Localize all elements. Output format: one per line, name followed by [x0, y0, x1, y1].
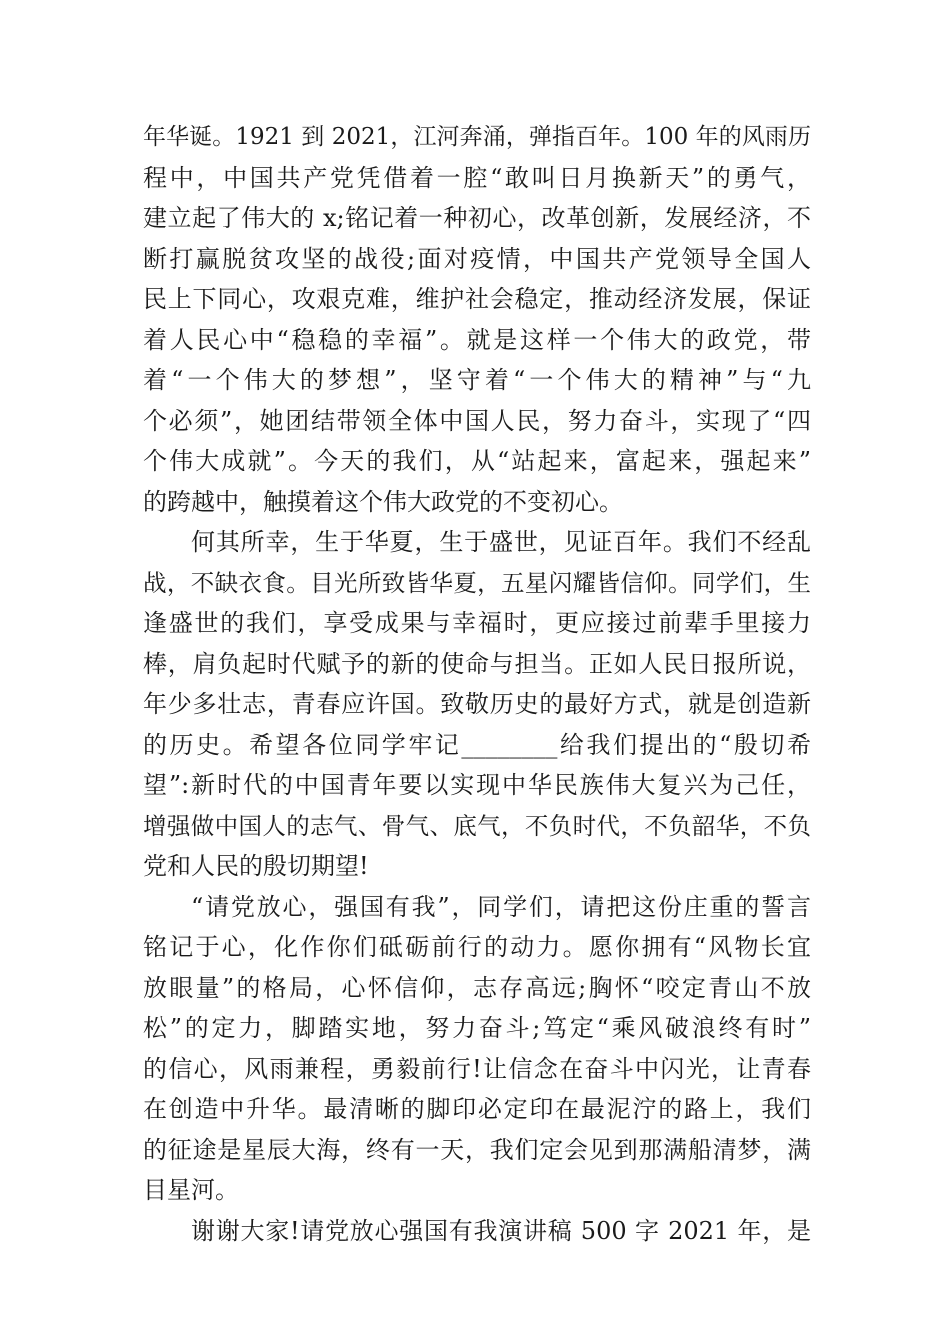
text-line: 松”的定力，脚踏实地，努力奋斗;笃定“乘风破浪终有时” [143, 1014, 811, 1042]
text-line: 程中，中国共产党凭借着一腔“敢叫日月换新天”的勇气， [143, 163, 811, 192]
text-line: 棒，肩负起时代赋予的新的使命与担当。正如人民日报所说， [143, 649, 811, 678]
text-line: 战，不缺衣食。目光所致皆华夏，五星闪耀皆信仰。同学们，生 [143, 568, 811, 597]
text-line: 目星河。 [143, 1176, 239, 1204]
text-line: 逢盛世的我们，享受成果与幸福时，更应接过前辈手里接力 [143, 609, 811, 637]
text-line: “请党放心，强国有我”，同学们，请把这份庄重的誓言 [191, 892, 811, 921]
text-line: 年少多壮志，青春应许国。致敬历史的最好方式，就是创造新 [143, 690, 811, 718]
text-line: 党和人民的殷切期望! [143, 852, 369, 880]
text-line: 铭记于心，化作你们砥砺前行的动力。愿你拥有“风物长宜 [143, 933, 811, 961]
text-line: 建立起了伟大的 x;铭记着一种初心，改革创新，发展经济，不 [143, 204, 811, 232]
text-line: 着人民心中“稳稳的幸福”。就是这样一个伟大的政党，带 [143, 325, 811, 354]
text-line: 的信心，风雨兼程，勇毅前行!让信念在奋斗中闪光，让青春 [143, 1054, 811, 1083]
text-line: 的征途是星辰大海，终有一天，我们定会见到那满船清梦，满 [143, 1135, 811, 1164]
text-line: 断打赢脱贫攻坚的战役;面对疫情，中国共产党领导全国人 [143, 244, 811, 273]
text-line: 在创造中升华。最清晰的脚印必定印在最泥泞的路上，我们 [143, 1095, 811, 1123]
text-line: 谢谢大家!请党放心强国有我演讲稿 500 字 2021 年，是 [191, 1216, 811, 1245]
text-line: 的历史。希望各位同学牢记________给我们提出的“殷切希 [143, 730, 811, 759]
text-line: 着“一个伟大的梦想”，坚守着“一个伟大的精神”与“九 [143, 366, 811, 394]
text-line: 何其所幸，生于华夏，生于盛世，见证百年。我们不经乱 [191, 528, 811, 556]
text-line: 放眼量”的格局，心怀信仰，志存高远;胸怀“咬定青山不放 [143, 973, 811, 1002]
text-line: 个伟大成就”。今天的我们，从“站起来，富起来，强起来” [143, 447, 811, 475]
text-line: 民上下同心，攻艰克难，维护社会稳定，推动经济发展，保证 [143, 285, 811, 313]
speech-body-text [143, 117, 811, 1251]
text-line: 望”:新时代的中国青年要以实现中华民族伟大复兴为己任， [143, 771, 811, 799]
text-line: 年华诞。1921 到 2021，江河奔涌，弹指百年。100 年的风雨历 [143, 124, 811, 150]
text-line: 增强做中国人的志气、骨气、底气，不负时代，不负韶华，不负 [143, 811, 811, 840]
text-line: 的跨越中，触摸着这个伟大政党的不变初心。 [143, 487, 623, 516]
text-line: 个必须”，她团结带领全体中国人民，努力奋斗，实现了“四 [143, 406, 811, 435]
